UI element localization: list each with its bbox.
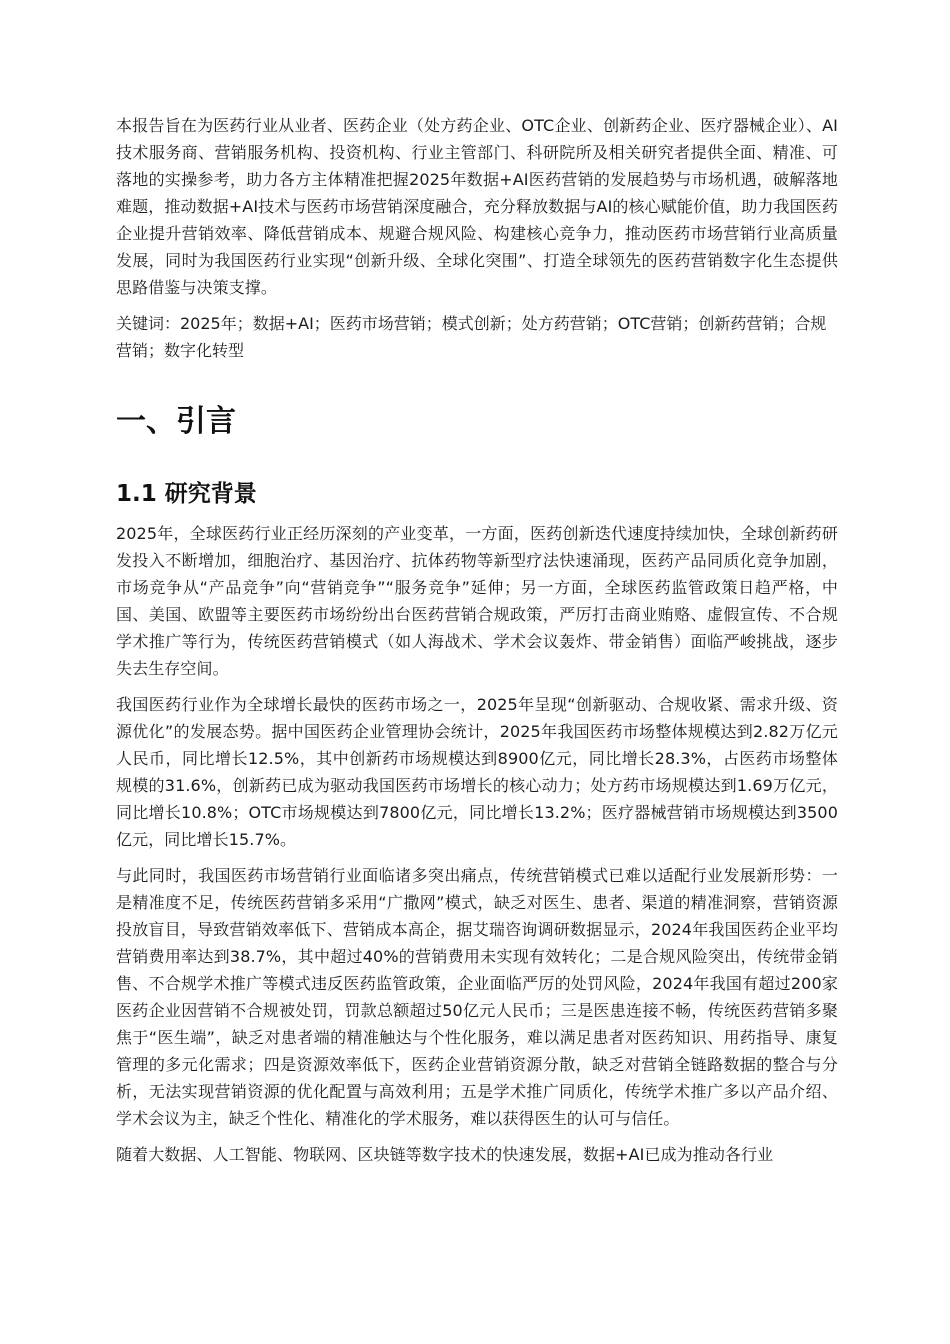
body-paragraph-3: 与此同时，我国医药市场营销行业面临诸多突出痛点，传统营销模式已难以适配行业发展新形势：一是精准度不足，传统医药营销多采用“广撒网”模式，缺乏对医生、患者、渠道的精准洞察，营销资源投放盲目，导致营销效率低下、营销成本高企，据艾瑞咨询调研数据显示，2024年我国医药企业平均营销费用率达到38.7%，其中超过40%的营销费用未实现有效转化；二是合规风险突出，传统带金销售、不合规学术推广等模式违反医药监管政策，企业面临严厉的处罚风险，2024年我国有超过200家医药企业因营销不合规被处罚，罚款总额超过50亿元人民币；三是医患连接不畅，传统医药营销多聚焦于“医生端”，缺乏对患者端的精准触达与个性化服务，难以满足患者对医药知识、用药指导、康复管理的多元化需求；四是资源效率低下，医药企业营销资源分散，缺乏对营销全链路数据的整合与分析，无法实现营销资源的优化配置与高效利用；五是学术推广同质化，传统学术推广多以产品介绍、学术会议为主，缺乏个性化、精准化的学术服务，难以获得医生的认可与信任。: [116, 866, 838, 1128]
subsection-heading: 1.1 研究背景: [116, 481, 257, 507]
body-paragraph-4: 随着大数据、人工智能、物联网、区块链等数字技术的快速发展，数据+AI已成为推动各行业: [116, 1145, 774, 1164]
document-page: [116, 112, 838, 1177]
section-heading: 一、引言: [116, 404, 236, 439]
intro-paragraph: 本报告旨在为医药行业从业者、医药企业（处方药企业、OTC企业、创新药企业、医疗器械企业）、AI技术服务商、营销服务机构、投资机构、行业主管部门、科研院所及相关研究者提供全面、精准、可落地的实操参考，助力各方主体精准把握2025年数据+AI医药营销的发展趋势与市场机遇，破解落地难题，推动数据+AI技术与医药市场营销深度融合，充分释放数据与AI的核心赋能价值，助力我国医药企业提升营销效率、降低营销成本、规避合规风险、构建核心竞争力，推动医药市场营销行业高质量发展，同时为我国医药行业实现“创新升级、全球化突围”、打造全球领先的医药营销数字化生态提供思路借鉴与决策支撑。: [116, 116, 838, 297]
body-paragraph-2: 我国医药行业作为全球增长最快的医药市场之一，2025年呈现“创新驱动、合规收紧、需求升级、资源优化”的发展态势。据中国医药企业管理协会统计，2025年我国医药市场整体规模达到2.82万亿元人民币，同比增长12.5%，其中创新药市场规模达到8900亿元，同比增长28.3%，占医药市场整体规模的31.6%，创新药已成为驱动我国医药市场增长的核心动力；处方药市场规模达到1.69万亿元，同比增长10.8%；OTC市场规模达到7800亿元，同比增长13.2%；医疗器械营销市场规模达到3500亿元，同比增长15.7%。: [116, 695, 838, 849]
keywords-line: 关键词：2025年；数据+AI；医药市场营销；模式创新；处方药营销；OTC营销；创新药营销；合规营销；数字化转型: [116, 314, 827, 360]
body-paragraph-1: 2025年，全球医药行业正经历深刻的产业变革，一方面，医药创新迭代速度持续加快，全球创新药研发投入不断增加，细胞治疗、基因治疗、抗体药物等新型疗法快速涌现，医药产品同质化竞争加剧，市场竞争从“产品竞争”向“营销竞争”“服务竞争”延伸；另一方面，全球医药监管政策日趋严格，中国、美国、欧盟等主要医药市场纷纷出台医药营销合规政策，严厉打击商业贿赂、虚假宣传、不合规学术推广等行为，传统医药营销模式（如人海战术、学术会议轰炸、带金销售）面临严峻挑战，逐步失去生存空间。: [116, 524, 838, 678]
